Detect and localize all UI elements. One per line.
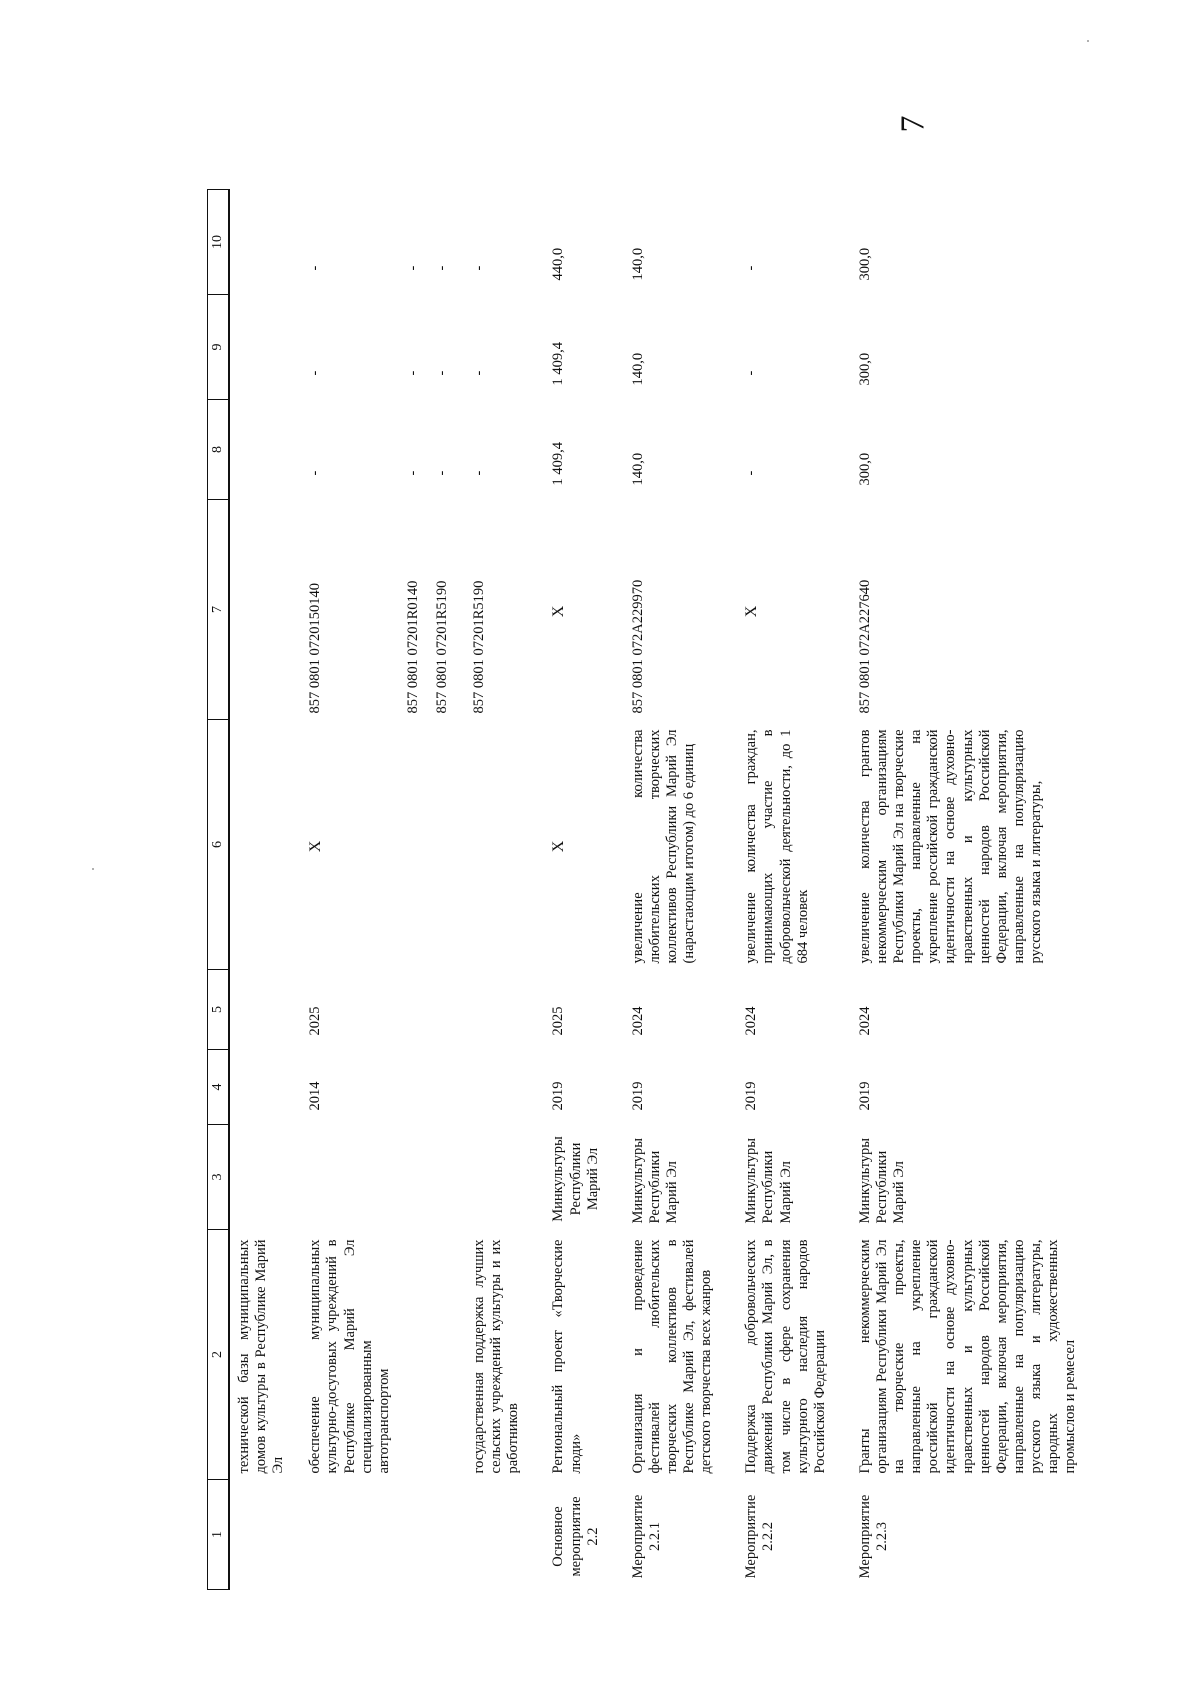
- cell-title: Гранты некоммерческим организациям Республики Марий Эл на творческие проекты, направленные на укрепление российской гражданской идентичности на основе духовно-нравственных и культурных ценностей народов Российской Федерации, включая мероприятия, направленные на популяризацию русского языка и литературы, народных художественных промыслов и ремесел: [856, 1239, 1079, 1474]
- cell-value-8-wrap: [428, 400, 457, 500]
- cell-value-9: 300,0: [856, 352, 873, 386]
- cell-value-9-wrap: [457, 295, 528, 400]
- cell-budget-code: [229, 500, 293, 720]
- cell-title: [428, 1230, 457, 1480]
- cell-executor: [399, 1125, 428, 1230]
- cell-value-9: -: [307, 370, 324, 376]
- cell-value-10-wrap: [293, 190, 399, 295]
- cell-end-year: [399, 970, 428, 1050]
- cell-executor: Минкультуры Республики Марий Эл: [856, 1137, 908, 1224]
- cell-executor: [229, 1125, 293, 1230]
- cell-budget-code: 857 0801 072A227640: [856, 579, 873, 714]
- column-number-row: [208, 190, 230, 1590]
- column-header: 7: [208, 500, 230, 720]
- cell-value-8: -: [404, 470, 421, 476]
- cell-value-10-wrap: [399, 190, 428, 295]
- cell-value-9-wrap: [721, 295, 835, 400]
- table-row: [835, 190, 1085, 1590]
- cell-budget-code-wrap: [721, 500, 835, 720]
- cell-value-9: -: [433, 370, 450, 376]
- cell-budget-code: 857 0801 07201R5190: [433, 580, 450, 714]
- cell-budget-code-wrap: [528, 500, 607, 720]
- cell-end-year: [457, 970, 528, 1050]
- cell-result: X: [307, 840, 325, 853]
- cell-budget-code: 857 0801 07201R5190: [471, 580, 488, 714]
- cell-budget-code: X: [743, 605, 761, 618]
- cell-value-8-wrap: [721, 400, 835, 500]
- cell-start-year: [229, 1050, 293, 1125]
- cell-budget-code: 857 0801 072A229970: [629, 579, 646, 714]
- cell-end-year: 2025: [550, 1006, 567, 1036]
- table-row: [608, 190, 722, 1590]
- cell-executor: Минкультуры Республики Марий Эл: [743, 1137, 794, 1224]
- cell-value-10: -: [471, 265, 488, 271]
- cell-result: увеличение количества любительских творческих коллективов Республики Марий Эл (нарастающим итогом) до 6 единиц: [629, 729, 698, 964]
- table-row: [293, 190, 399, 1590]
- cell-executor: [293, 1125, 399, 1230]
- cell-start-year: 2019: [856, 1081, 873, 1111]
- column-header: 4: [208, 1050, 230, 1125]
- cell-value-9-wrap: [293, 295, 399, 400]
- cell-value-9-wrap: [399, 295, 428, 400]
- cell-start-year: 2014: [307, 1081, 324, 1111]
- cell-title: обеспечение муниципальных культурно-досуговых учреждений в Республике Марий Эл специализированным автотранспортом: [307, 1239, 392, 1474]
- cell-value-8-wrap: [399, 400, 428, 500]
- cell-title: Поддержка добровольческих движений Республики Марий Эл, в том числе в сфере сохранения культурного наследия народов Российской Федерации: [743, 1239, 828, 1474]
- table-row: [528, 190, 607, 1590]
- cell-result: X: [550, 840, 568, 853]
- cell-start-year: [428, 1050, 457, 1125]
- cell-end-year: 2024: [856, 1006, 873, 1036]
- cell-value-9: -: [743, 370, 760, 376]
- column-header: 3: [208, 1125, 230, 1230]
- cell-number: [428, 1480, 457, 1590]
- cell-title: Региональный проект «Творческие люди»: [550, 1239, 584, 1474]
- cell-value-9: -: [404, 370, 421, 376]
- cell-result: увеличение количества граждан, принимающих участие в добровольческой деятельности, до 1 684 человек: [743, 729, 811, 964]
- cell-value-8-wrap: [457, 400, 528, 500]
- table-row: [721, 190, 835, 1590]
- column-header: 2: [208, 1230, 230, 1480]
- cell-title: государственная поддержка лучших сельских учреждений культуры и их работников: [471, 1239, 522, 1474]
- cell-value-10: -: [743, 265, 760, 271]
- cell-end-year: 2025: [307, 1006, 324, 1036]
- column-header: 9: [208, 295, 230, 400]
- cell-number: [229, 1480, 293, 1590]
- cell-number: [457, 1480, 528, 1590]
- cell-result: [457, 720, 528, 970]
- cell-start-year: [457, 1050, 528, 1125]
- cell-number: Основное мероприятие 2.2: [550, 1496, 601, 1577]
- cell-result-wrap: [528, 720, 607, 970]
- cell-executor: [457, 1125, 528, 1230]
- cell-number: Мероприятие 2.2.2: [743, 1494, 777, 1579]
- table-row: [428, 190, 457, 1590]
- cell-value-8: -: [743, 470, 760, 476]
- cell-number: Мероприятие 2.2.1: [629, 1494, 663, 1579]
- column-header: 5: [208, 970, 230, 1050]
- cell-budget-code: X: [550, 605, 568, 618]
- cell-result: [399, 720, 428, 970]
- cell-number: [399, 1480, 428, 1590]
- cell-executor: Минкультуры Республики Марий Эл: [550, 1136, 601, 1222]
- page-number: 7: [894, 115, 932, 133]
- cell-value-10: 140,0: [629, 247, 646, 281]
- cell-value-8: -: [307, 470, 324, 476]
- cell-value-10: 440,0: [550, 247, 567, 281]
- cell-result: [428, 720, 457, 970]
- cell-value-9: 140,0: [629, 352, 646, 386]
- cell-value-10: -: [307, 265, 324, 271]
- cell-executor: Минкультуры Республики Марий Эл: [629, 1137, 680, 1224]
- cell-value-10-wrap: [457, 190, 528, 295]
- cell-budget-code: 857 0801 0720150140: [307, 583, 324, 714]
- cell-value-8: 300,0: [856, 452, 873, 486]
- cell-start-year: 2019: [550, 1081, 567, 1111]
- column-header: 10: [208, 190, 230, 295]
- cell-value-8: -: [471, 470, 488, 476]
- cell-result-wrap: [293, 720, 399, 970]
- cell-number: Мероприятие 2.2.3: [856, 1494, 890, 1579]
- cell-end-year: [229, 970, 293, 1050]
- cell-value-8: [229, 400, 293, 500]
- cell-value-8: -: [433, 470, 450, 476]
- cell-end-year: 2024: [743, 1006, 760, 1036]
- cell-title: технической базы муниципальных домов культуры в Республике Марий Эл: [236, 1239, 287, 1474]
- table-row: [457, 190, 528, 1590]
- cell-value-10: -: [404, 265, 421, 271]
- cell-value-8: 1 409,4: [550, 442, 567, 486]
- cell-value-10-wrap: [428, 190, 457, 295]
- cell-number: [293, 1480, 399, 1590]
- column-header: 6: [208, 720, 230, 970]
- cell-value-10-wrap: [721, 190, 835, 295]
- cell-end-year: [428, 970, 457, 1050]
- cell-value-9: 1 409,4: [550, 342, 567, 386]
- rotated-table-container: [207, 190, 1079, 1590]
- cell-value-8-wrap: [293, 400, 399, 500]
- cell-value-10: 300,0: [856, 247, 873, 281]
- table-row: [399, 190, 428, 1590]
- cell-budget-code: 857 0801 07201R0140: [404, 580, 421, 714]
- program-activities-table: [207, 189, 1085, 1590]
- cell-title: [399, 1230, 428, 1480]
- cell-value-9: [229, 295, 293, 400]
- scan-speck: [92, 868, 94, 870]
- column-header: 8: [208, 400, 230, 500]
- cell-result: [229, 720, 293, 970]
- cell-value-10: -: [433, 265, 450, 271]
- cell-value-9: -: [471, 370, 488, 376]
- cell-value-9-wrap: [428, 295, 457, 400]
- cell-end-year: 2024: [629, 1006, 646, 1036]
- cell-title: Организация и проведение фестивалей любительских творческих коллективов в Республике Марий Эл, фестивалей детского творчества всех жанров: [629, 1239, 715, 1474]
- cell-value-10: [229, 190, 293, 295]
- cell-start-year: [399, 1050, 428, 1125]
- cell-result: увеличение количества грантов некоммерческим организациям Республики Марий Эл на творческие проекты, направленные на укрепление российской гражданской идентичности на основе духовно-нравственных и культурных ценностей народов Российской Федерации, включая мероприятия, направленные на популяризацию русского языка и литературы,: [856, 729, 1044, 964]
- cell-executor: [428, 1125, 457, 1230]
- cell-start-year: 2019: [743, 1081, 760, 1111]
- cell-value-8: 140,0: [629, 452, 646, 486]
- cell-start-year: 2019: [629, 1081, 646, 1111]
- table-row: [229, 190, 293, 1590]
- scan-speck: [1087, 40, 1089, 42]
- column-header: 1: [208, 1480, 230, 1590]
